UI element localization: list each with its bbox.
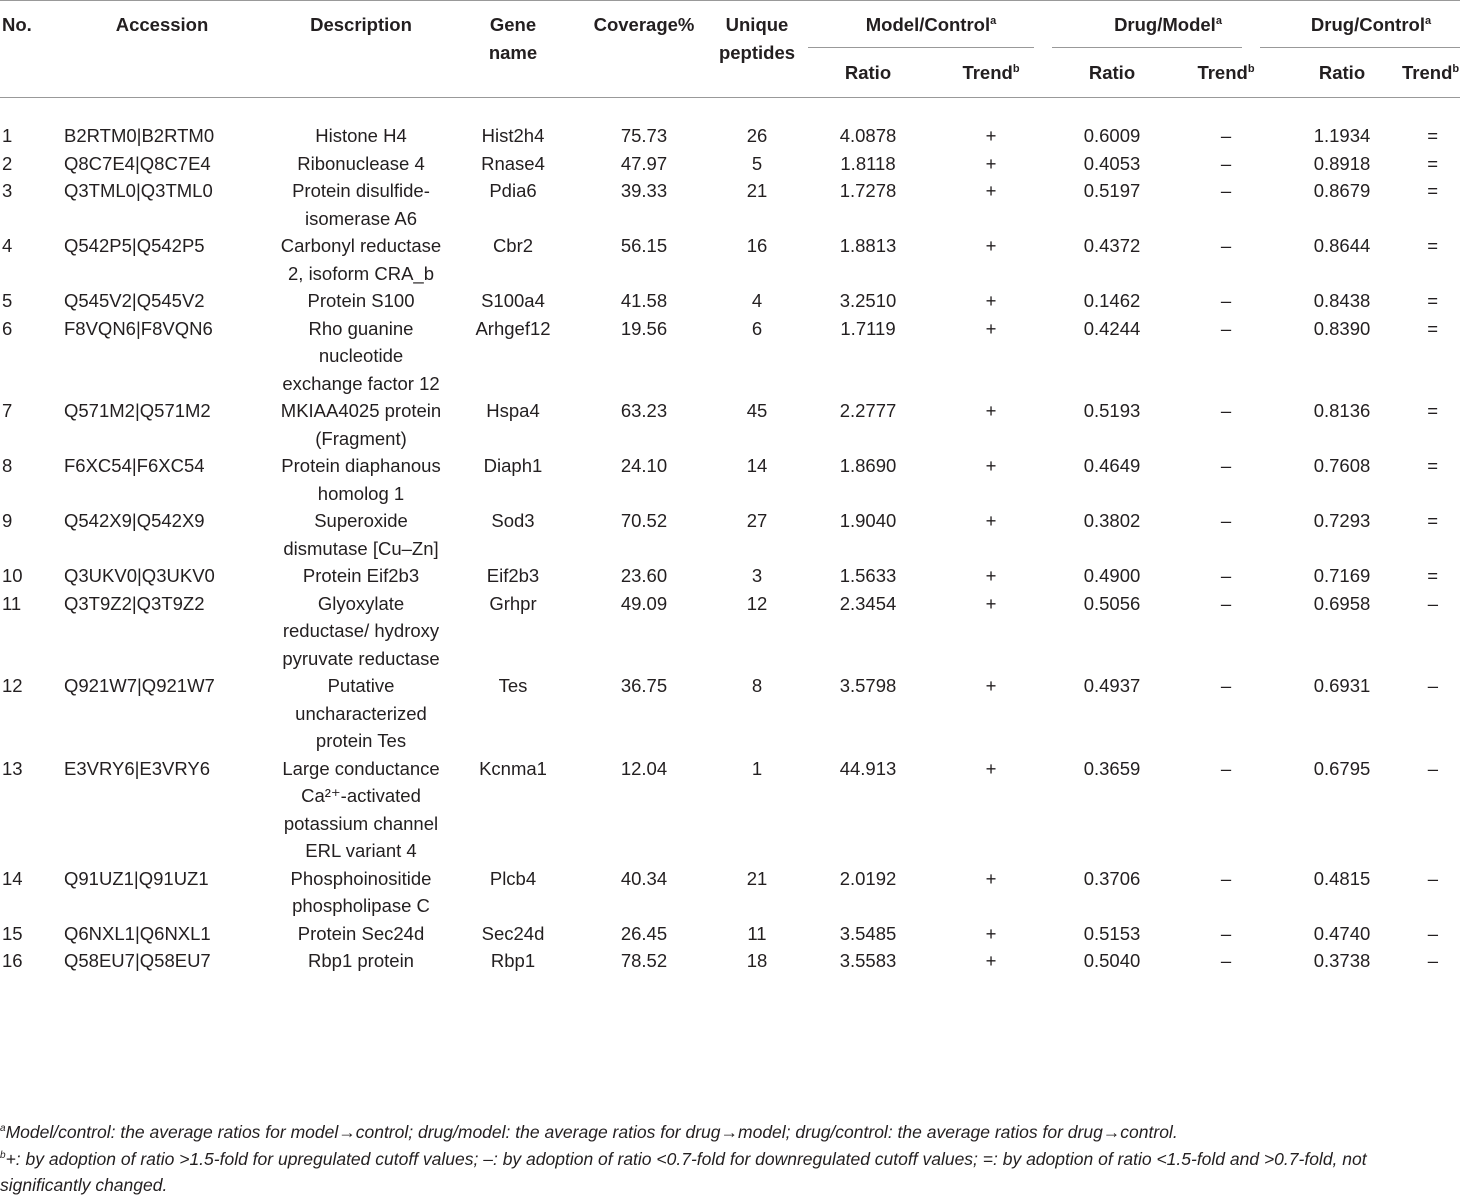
cell-description: Superoxide dismutase [Cu–Zn] [283,510,439,559]
header-gene-name: Gene name [488,14,538,63]
cell-no: 12 [2,675,23,696]
cell-drug-control-trend: = [1427,180,1438,201]
cell-drug-model-trend: – [1220,592,1232,614]
cell-unique-peptides: 11 [747,922,767,944]
cell-coverage: 47.97 [620,152,668,174]
cell-no: 16 [2,950,23,971]
footnote-a [0,1119,1460,1146]
table-body [0,109,1460,975]
cell-no: 3 [2,180,13,201]
cell-gene-name: Grhpr [489,592,537,614]
cell-model-control-ratio: 1.8118 [840,152,896,174]
header-ratio: Ratio [844,62,892,83]
cell-coverage: 40.34 [620,867,668,889]
cell-no: 13 [2,757,23,779]
header-unique-peptides: Unique peptides [718,14,796,63]
cell-drug-model-trend: – [1220,675,1232,696]
table-row [0,755,1460,865]
cell-model-control-trend: + [985,922,997,944]
cell-gene-name: Plcb4 [489,867,537,889]
cell-model-control-ratio: 1.9040 [839,510,897,531]
footnote-a-marker: a [990,15,997,27]
cell-drug-model-trend: – [1220,400,1232,421]
cell-model-control-trend: + [985,455,997,476]
table-row [0,947,1460,975]
cell-drug-model-trend: – [1220,317,1232,339]
header-no: No. [2,14,32,35]
cell-coverage: 12.04 [620,757,668,779]
table-row [0,315,1460,398]
cell-drug-control-ratio: 0.7608 [1313,455,1371,476]
cell-model-control-trend: + [985,125,997,146]
cell-drug-model-ratio: 0.4937 [1083,675,1141,696]
cell-gene-name: Eif2b3 [486,565,540,586]
cell-model-control-ratio: 1.7278 [839,180,897,201]
cell-accession: E3VRY6|E3VRY6 [64,757,211,779]
footnotes [0,1119,1460,1199]
footnote-b-marker: b [1012,63,1020,75]
table-row [0,232,1460,287]
cell-coverage: 39.33 [620,180,668,201]
header-group-drug-model [1054,0,1282,48]
cell-drug-control-trend: – [1427,592,1438,614]
cell-unique-peptides: 5 [751,152,763,174]
cell-coverage: 75.73 [620,125,668,146]
cell-coverage: 19.56 [620,317,668,339]
table-row [0,672,1460,755]
cell-gene-name: Tes [498,675,528,696]
cell-drug-control-ratio: 0.8438 [1313,290,1371,311]
table-row [0,562,1460,590]
cell-accession: Q3TML0|Q3TML0 [64,180,213,201]
cell-model-control-trend: + [985,592,997,614]
cell-coverage: 26.45 [620,922,668,944]
table-row [0,452,1460,507]
cell-model-control-ratio: 1.8690 [839,455,897,476]
cell-unique-peptides: 1 [751,757,763,779]
cell-coverage: 49.09 [620,592,668,614]
cell-no: 1 [2,125,13,146]
cell-description: Protein S100 [307,290,415,311]
cell-description: Protein diaphanous homolog 1 [281,455,441,504]
header-group-drug-model-label: Drug/Model [1114,14,1216,35]
header-group-model-control [808,0,1054,48]
cell-accession: F8VQN6|F8VQN6 [64,317,213,339]
cell-gene-name: Diaph1 [483,455,543,476]
cell-model-control-trend: + [985,950,997,971]
cell-model-control-trend: + [985,290,997,311]
cell-model-control-ratio: 3.2510 [839,290,897,311]
cell-no: 15 [2,922,23,944]
cell-drug-control-ratio: 0.8390 [1313,317,1371,339]
cell-coverage: 24.10 [620,455,668,476]
cell-accession: Q91UZ1|Q91UZ1 [64,867,209,889]
cell-model-control-ratio: 1.5633 [839,565,897,586]
cell-unique-peptides: 27 [746,510,768,531]
header-group-drug-control-label: Drug/Control [1310,14,1425,35]
cell-drug-control-trend: = [1427,152,1438,174]
header-group-drug-control [1282,0,1460,48]
header-ratio: Ratio [1088,62,1136,83]
cell-drug-model-ratio: 0.5040 [1083,950,1141,971]
cell-coverage: 41.58 [620,290,668,311]
cell-drug-model-ratio: 0.3659 [1083,757,1141,779]
cell-no: 11 [2,592,22,614]
cell-accession: B2RTM0|B2RTM0 [64,125,215,146]
footnote-a-text: Model/control: the average ratios for model→control; drug/model: the average ratios for drug→model; drug/control: the average ratios for drug→control. [5,1122,1178,1142]
footnote-b [0,1146,1460,1199]
footnote-a-sup: a [0,1123,6,1134]
cell-unique-peptides: 21 [746,180,768,201]
cell-description: Protein Eif2b3 [302,565,420,586]
cell-drug-model-ratio: 0.5153 [1083,922,1141,944]
cell-model-control-trend: + [985,675,997,696]
table-row [0,109,1460,150]
cell-unique-peptides: 18 [746,950,768,971]
table-row [0,287,1460,315]
cell-description: Rho guanine nucleotide exchange factor 12 [282,317,440,394]
footnote-b-sup: b [0,1149,6,1161]
cell-gene-name: S100a4 [481,290,545,311]
table-header [0,0,1460,109]
cell-accession: Q571M2|Q571M2 [64,400,211,421]
cell-gene-name: Sec24d [481,922,545,944]
cell-accession: Q3T9Z2|Q3T9Z2 [64,592,205,614]
cell-model-control-trend: + [985,565,997,586]
cell-no: 7 [2,400,13,421]
cell-drug-control-ratio: 0.7293 [1313,510,1371,531]
cell-drug-model-ratio: 0.4053 [1083,152,1141,174]
table-row [0,507,1460,562]
cell-description: Protein disulfide-isomerase A6 [292,180,430,229]
cell-drug-model-ratio: 0.5193 [1083,400,1141,421]
cell-accession: Q545V2|Q545V2 [64,290,205,311]
cell-drug-control-ratio: 0.8918 [1313,152,1371,174]
cell-accession: Q6NXL1|Q6NXL1 [64,922,211,944]
cell-gene-name: Cbr2 [492,235,534,256]
cell-drug-model-ratio: 0.5056 [1083,592,1141,614]
cell-description: Large conductance Ca²⁺-activated potassium channel ERL variant 4 [282,757,440,861]
cell-unique-peptides: 4 [751,290,763,311]
table-row [0,177,1460,232]
cell-drug-control-trend: – [1427,950,1438,971]
cell-drug-control-ratio: 0.6931 [1313,675,1371,696]
cell-coverage: 36.75 [620,675,668,696]
cell-model-control-ratio: 2.3454 [839,592,897,614]
footnote-b-marker: b [1452,63,1460,75]
cell-drug-model-trend: – [1220,180,1232,201]
cell-drug-model-ratio: 0.4372 [1083,235,1141,256]
cell-description: Histone H4 [315,125,407,146]
table-row [0,590,1460,673]
cell-drug-control-ratio: 0.8679 [1313,180,1371,201]
cell-model-control-ratio: 3.5583 [839,950,897,971]
cell-unique-peptides: 16 [746,235,768,256]
footnote-a-marker: a [1424,15,1432,27]
cell-drug-model-ratio: 0.6009 [1083,125,1141,146]
cell-unique-peptides: 45 [746,400,768,421]
cell-unique-peptides: 6 [751,317,763,339]
cell-drug-model-trend: – [1220,757,1232,779]
cell-drug-model-trend: – [1220,235,1232,256]
cell-drug-control-trend: = [1427,125,1438,146]
cell-gene-name: Hspa4 [486,400,540,421]
header-trend [1170,48,1282,109]
table-row [0,920,1460,948]
cell-unique-peptides: 12 [746,592,768,614]
cell-gene-name: Rbp1 [490,950,536,971]
cell-drug-model-trend: – [1220,867,1232,889]
cell-model-control-trend: + [985,235,997,256]
cell-description: Carbonyl reductase 2, isoform CRA_b [280,235,442,284]
cell-drug-model-trend: – [1220,922,1232,944]
cell-drug-control-trend: = [1427,317,1438,339]
cell-model-control-ratio: 3.5485 [839,922,897,944]
cell-no: 6 [2,317,13,339]
cell-model-control-trend: + [985,867,997,889]
cell-model-control-trend: + [985,510,997,531]
cell-model-control-trend: + [985,152,997,174]
cell-unique-peptides: 3 [751,565,763,586]
cell-drug-model-trend: – [1220,125,1232,146]
cell-model-control-trend: + [985,757,997,779]
cell-coverage: 56.15 [620,235,668,256]
cell-drug-model-ratio: 0.3706 [1083,867,1141,889]
cell-no: 2 [2,152,13,174]
cell-description: Protein Sec24d [297,922,425,944]
cell-drug-control-trend: – [1427,757,1438,779]
cell-drug-model-ratio: 0.4900 [1083,565,1141,586]
cell-drug-model-ratio: 0.5197 [1083,180,1141,201]
header-trend [928,48,1054,109]
header-trend-label: Trend [962,62,1013,83]
cell-drug-control-ratio: 0.8136 [1313,400,1371,421]
header-description: Description [310,14,412,35]
cell-accession: Q58EU7|Q58EU7 [64,950,211,971]
cell-coverage: 78.52 [620,950,668,971]
cell-gene-name: Sod3 [491,510,535,531]
header-trend-label: Trend [1197,62,1248,83]
cell-drug-control-ratio: 1.1934 [1313,125,1371,146]
cell-drug-model-ratio: 0.4649 [1083,455,1141,476]
footnote-a-marker: a [1215,15,1222,27]
cell-unique-peptides: 14 [746,455,768,476]
cell-drug-control-trend: = [1427,290,1438,311]
cell-gene-name: Arhgef12 [475,317,551,339]
cell-model-control-trend: + [985,400,997,421]
cell-coverage: 63.23 [620,400,668,421]
cell-drug-control-trend: = [1427,565,1438,586]
cell-drug-control-trend: – [1427,922,1438,944]
header-accession: Accession [115,14,209,35]
cell-model-control-ratio: 1.8813 [839,235,897,256]
header-ratio: Ratio [1318,62,1366,83]
cell-model-control-ratio: 2.2777 [839,400,897,421]
cell-drug-control-trend: = [1427,510,1438,531]
cell-drug-model-ratio: 0.3802 [1083,510,1141,531]
cell-gene-name: Pdia6 [489,180,537,201]
cell-drug-model-trend: – [1220,290,1232,311]
cell-accession: Q542P5|Q542P5 [64,235,205,256]
cell-drug-model-ratio: 0.4244 [1083,317,1141,339]
cell-accession: Q542X9|Q542X9 [64,510,205,531]
cell-model-control-ratio: 4.0878 [839,125,897,146]
cell-accession: Q921W7|Q921W7 [64,675,215,696]
cell-description: Putative uncharacterized protein Tes [295,675,427,751]
cell-drug-control-ratio: 0.3738 [1313,950,1371,971]
table-row [0,865,1460,920]
header-coverage: Coverage% [593,14,695,35]
cell-drug-control-ratio: 0.8644 [1313,235,1371,256]
cell-coverage: 70.52 [620,510,668,531]
cell-description: Ribonuclease 4 [297,152,425,174]
footnote-b-text: +: by adoption of ratio >1.5-fold for upregulated cutoff values; –: by adoption of ratio <0.7-fold for downregulated cutoff values; =: by adoption of ratio <1.5-fold and >0.7-fold, not significantly changed. [0,1148,1367,1195]
cell-drug-control-ratio: 0.4740 [1313,922,1371,944]
cell-drug-model-ratio: 0.1462 [1083,290,1141,311]
header-trend-label: Trend [1402,62,1453,83]
cell-gene-name: Kcnma1 [479,757,547,779]
table-row [0,397,1460,452]
cell-model-control-ratio: 1.7119 [840,317,896,339]
cell-no: 9 [2,510,13,531]
cell-no: 4 [2,235,13,256]
cell-drug-model-trend: – [1220,152,1232,174]
cell-gene-name: Rnase4 [481,152,545,174]
cell-drug-control-trend: – [1427,867,1438,889]
cell-drug-control-ratio: 0.7169 [1313,565,1371,586]
cell-model-control-ratio: 44.913 [839,757,897,779]
cell-gene-name: Hist2h4 [481,125,545,146]
table-row [0,150,1460,178]
cell-model-control-ratio: 3.5798 [839,675,897,696]
header-group-model-control-label: Model/Control [865,14,991,35]
cell-accession: F6XC54|F6XC54 [64,455,205,476]
cell-accession: Q8C7E4|Q8C7E4 [64,152,211,174]
cell-no: 14 [2,867,23,889]
cell-unique-peptides: 8 [751,675,763,696]
cell-unique-peptides: 21 [746,867,768,889]
cell-drug-control-trend: – [1427,675,1438,696]
cell-no: 8 [2,455,13,476]
cell-drug-control-trend: = [1427,400,1438,421]
cell-accession: Q3UKV0|Q3UKV0 [64,565,215,586]
cell-no: 10 [2,565,23,586]
cell-drug-model-trend: – [1220,510,1232,531]
cell-drug-model-trend: – [1220,565,1232,586]
cell-description: Phosphoinositide phospholipase C [290,867,432,916]
cell-model-control-trend: + [985,317,997,339]
header-trend [1402,48,1460,109]
cell-unique-peptides: 26 [746,125,768,146]
cell-description: Glyoxylate reductase/ hydroxy pyruvate reductase [282,592,440,669]
cell-coverage: 23.60 [620,565,668,586]
cell-drug-control-ratio: 0.6795 [1313,757,1371,779]
cell-drug-model-trend: – [1220,950,1232,971]
cell-drug-control-trend: = [1427,455,1438,476]
cell-model-control-ratio: 2.0192 [839,867,897,889]
cell-drug-model-trend: – [1220,455,1232,476]
cell-drug-control-ratio: 0.4815 [1313,867,1371,889]
cell-description: MKIAA4025 protein (Fragment) [280,400,442,449]
cell-model-control-trend: + [985,180,997,201]
footnote-b-marker: b [1247,63,1255,75]
cell-description: Rbp1 protein [308,950,414,971]
cell-drug-control-ratio: 0.6958 [1313,592,1371,614]
cell-no: 5 [2,290,13,311]
cell-drug-control-trend: = [1427,235,1438,256]
